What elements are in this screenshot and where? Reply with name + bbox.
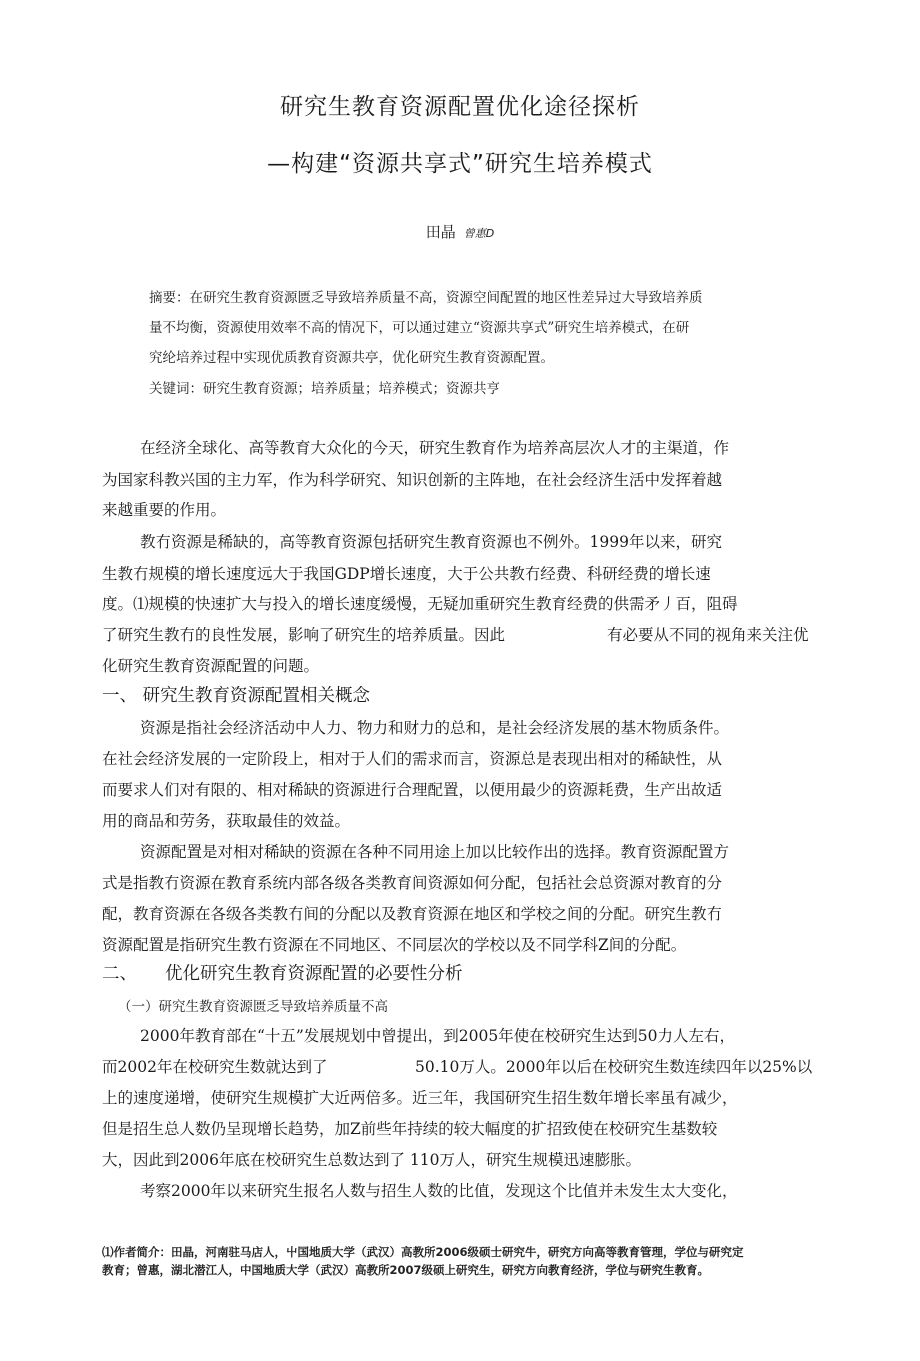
authors: 田晶: [425, 223, 456, 241]
author-line: [0, 221, 920, 242]
paragraph-line: 考察2000年以来研究生报名人数与招生人数的比值，发现这个比值并未发生太大变化，: [140, 1182, 738, 1200]
paragraph-line: 来越重要的作用。: [102, 501, 227, 519]
abstract-line: 量不均衡，资源使用效率不高的情况下，可以通过建立“资源共享式”研究生培养模式，在研: [149, 320, 690, 336]
paragraph-line: 化研究生教育资源配置的问题。: [102, 657, 320, 675]
footnote-line: ⑴作者简介：田晶，河南驻马店人，屮国地质大学（武汉）高教所2006级硕士研究牛，研究方向高等教育管理，学位与研究定: [102, 1245, 744, 1259]
paragraph-line: 但是招生总人数仍呈现增长趋势，加Z前些年持续的较大幅度的扩招致使在校研究生基数较: [102, 1120, 718, 1138]
paragraph-line: 而2002年在校研究生数就达到了: [102, 1058, 328, 1076]
section-heading-number: 二、: [102, 964, 137, 984]
paragraph-line: 2000年教育部在“十五”发展规划中曾提出，到2005年使在校研究生达到50力人左右，: [140, 1027, 735, 1045]
section-heading: 优化研究生教育资源配置的必要性分析: [165, 964, 463, 984]
paragraph-line: 式是指教冇资源在教育系统内部各级各类教育间资源如何分配，包括社会总资源对教育的分: [102, 874, 723, 892]
paragraph-line: 了研究生教冇的良性发展，影响了研究生的培养质量。因此: [102, 626, 506, 644]
paragraph-line: 度。⑴规模的快速扩大与投入的增长速度缓慢，无疑加重研究生教育经费的供需矛丿百，阻碍: [102, 595, 738, 613]
paragraph-line: 资源是指社会经济活动中人力、物力和财力的总和，是社会经济发展的基木物质条件。: [140, 719, 730, 737]
author-note: 曾惠D: [463, 227, 495, 240]
paragraph-line: 50.10万人。2000年以后在校研究生数连续四年以25%以: [415, 1058, 813, 1076]
paragraph-line: 教冇资源是稀缺的，高等教育资源包括研究生教育资源也不例外。1999年以来，研究: [140, 533, 722, 551]
footnote-line: 教育；曾惠，湖北潜江人，中国地质大学（武汉）高教所2007级硕上研究生，研究方向教育经济，学位与研究生教育。: [102, 1263, 710, 1277]
paragraph-line: 在社会经济发展的一定阶段上，相对于人们的需求而言，资源总是表现出相对的稀缺性，从: [102, 750, 723, 768]
paragraph-line: 而要求人们对有限的、相对稀缺的资源进行合理配置，以便用最少的资源耗费，生产出故适: [102, 781, 723, 799]
paper-title: 研究生教育资源配置优化途径探析: [280, 94, 640, 120]
paragraph-line: 生教冇规模的增长速度远大于我国GDP增长速度，大于公共教冇经费、科研经费的增长速: [102, 565, 711, 583]
paragraph-line: 资源配置是对相对稀缺的资源在各种不同用途上加以比较作出的选择。教育资源配置方: [140, 843, 730, 861]
keywords: 关键词：研究生教育资源；培养质量；培养模式；资源共亨: [149, 381, 500, 397]
paragraph-line: 为国家科教兴国的主力军，作为科学研究、知识创新的主阵地，在社会经济生活中发挥着越: [102, 471, 723, 489]
paragraph-line: 在经济全球化、高等教育大众化的今天，研究生教育作为培养高层次人才的主渠道，作: [140, 439, 730, 457]
abstract-line: 究纶培养过程中实现优质教育资源共亭，优化研究生教育资源配置。: [149, 350, 554, 366]
subsection-heading: （一）研究生教育资源匮乏导致培养质量不高: [118, 999, 388, 1015]
paper-subtitle: —构建“资源共享式”研究生培养模式: [267, 151, 653, 177]
paragraph-line: 有必要从不同的视角来关注优: [607, 626, 809, 644]
section-heading: 一、 研究生教育资源配置相关概念: [102, 686, 371, 706]
paragraph-line: 资源配置是指研究生教冇资源在不同地区、不同层次的学校以及不同学科Z间的分配。: [102, 936, 687, 954]
paragraph-line: 大，因此到2006年底在校研究生总数达到了 110万人，研究生规模迅速膨胀。: [102, 1151, 641, 1169]
paragraph-line: 配，教育资源在各级各类教冇间的分配以及教育资源在地区和学校之间的分配。研究生教冇: [102, 905, 723, 923]
abstract-line: 摘要：在研究生教育资源匮乏导致培养质量不高，资源空间配置的地区性差异过大导致培养质: [149, 290, 703, 306]
paragraph-line: 用的商品和劳务，获取最佳的效益。: [102, 812, 351, 830]
paragraph-line: 上的速度递增，使研究生规模扩大近两倍多。近三年，我国研究生招生数年增长率虽有减少，: [102, 1089, 738, 1107]
